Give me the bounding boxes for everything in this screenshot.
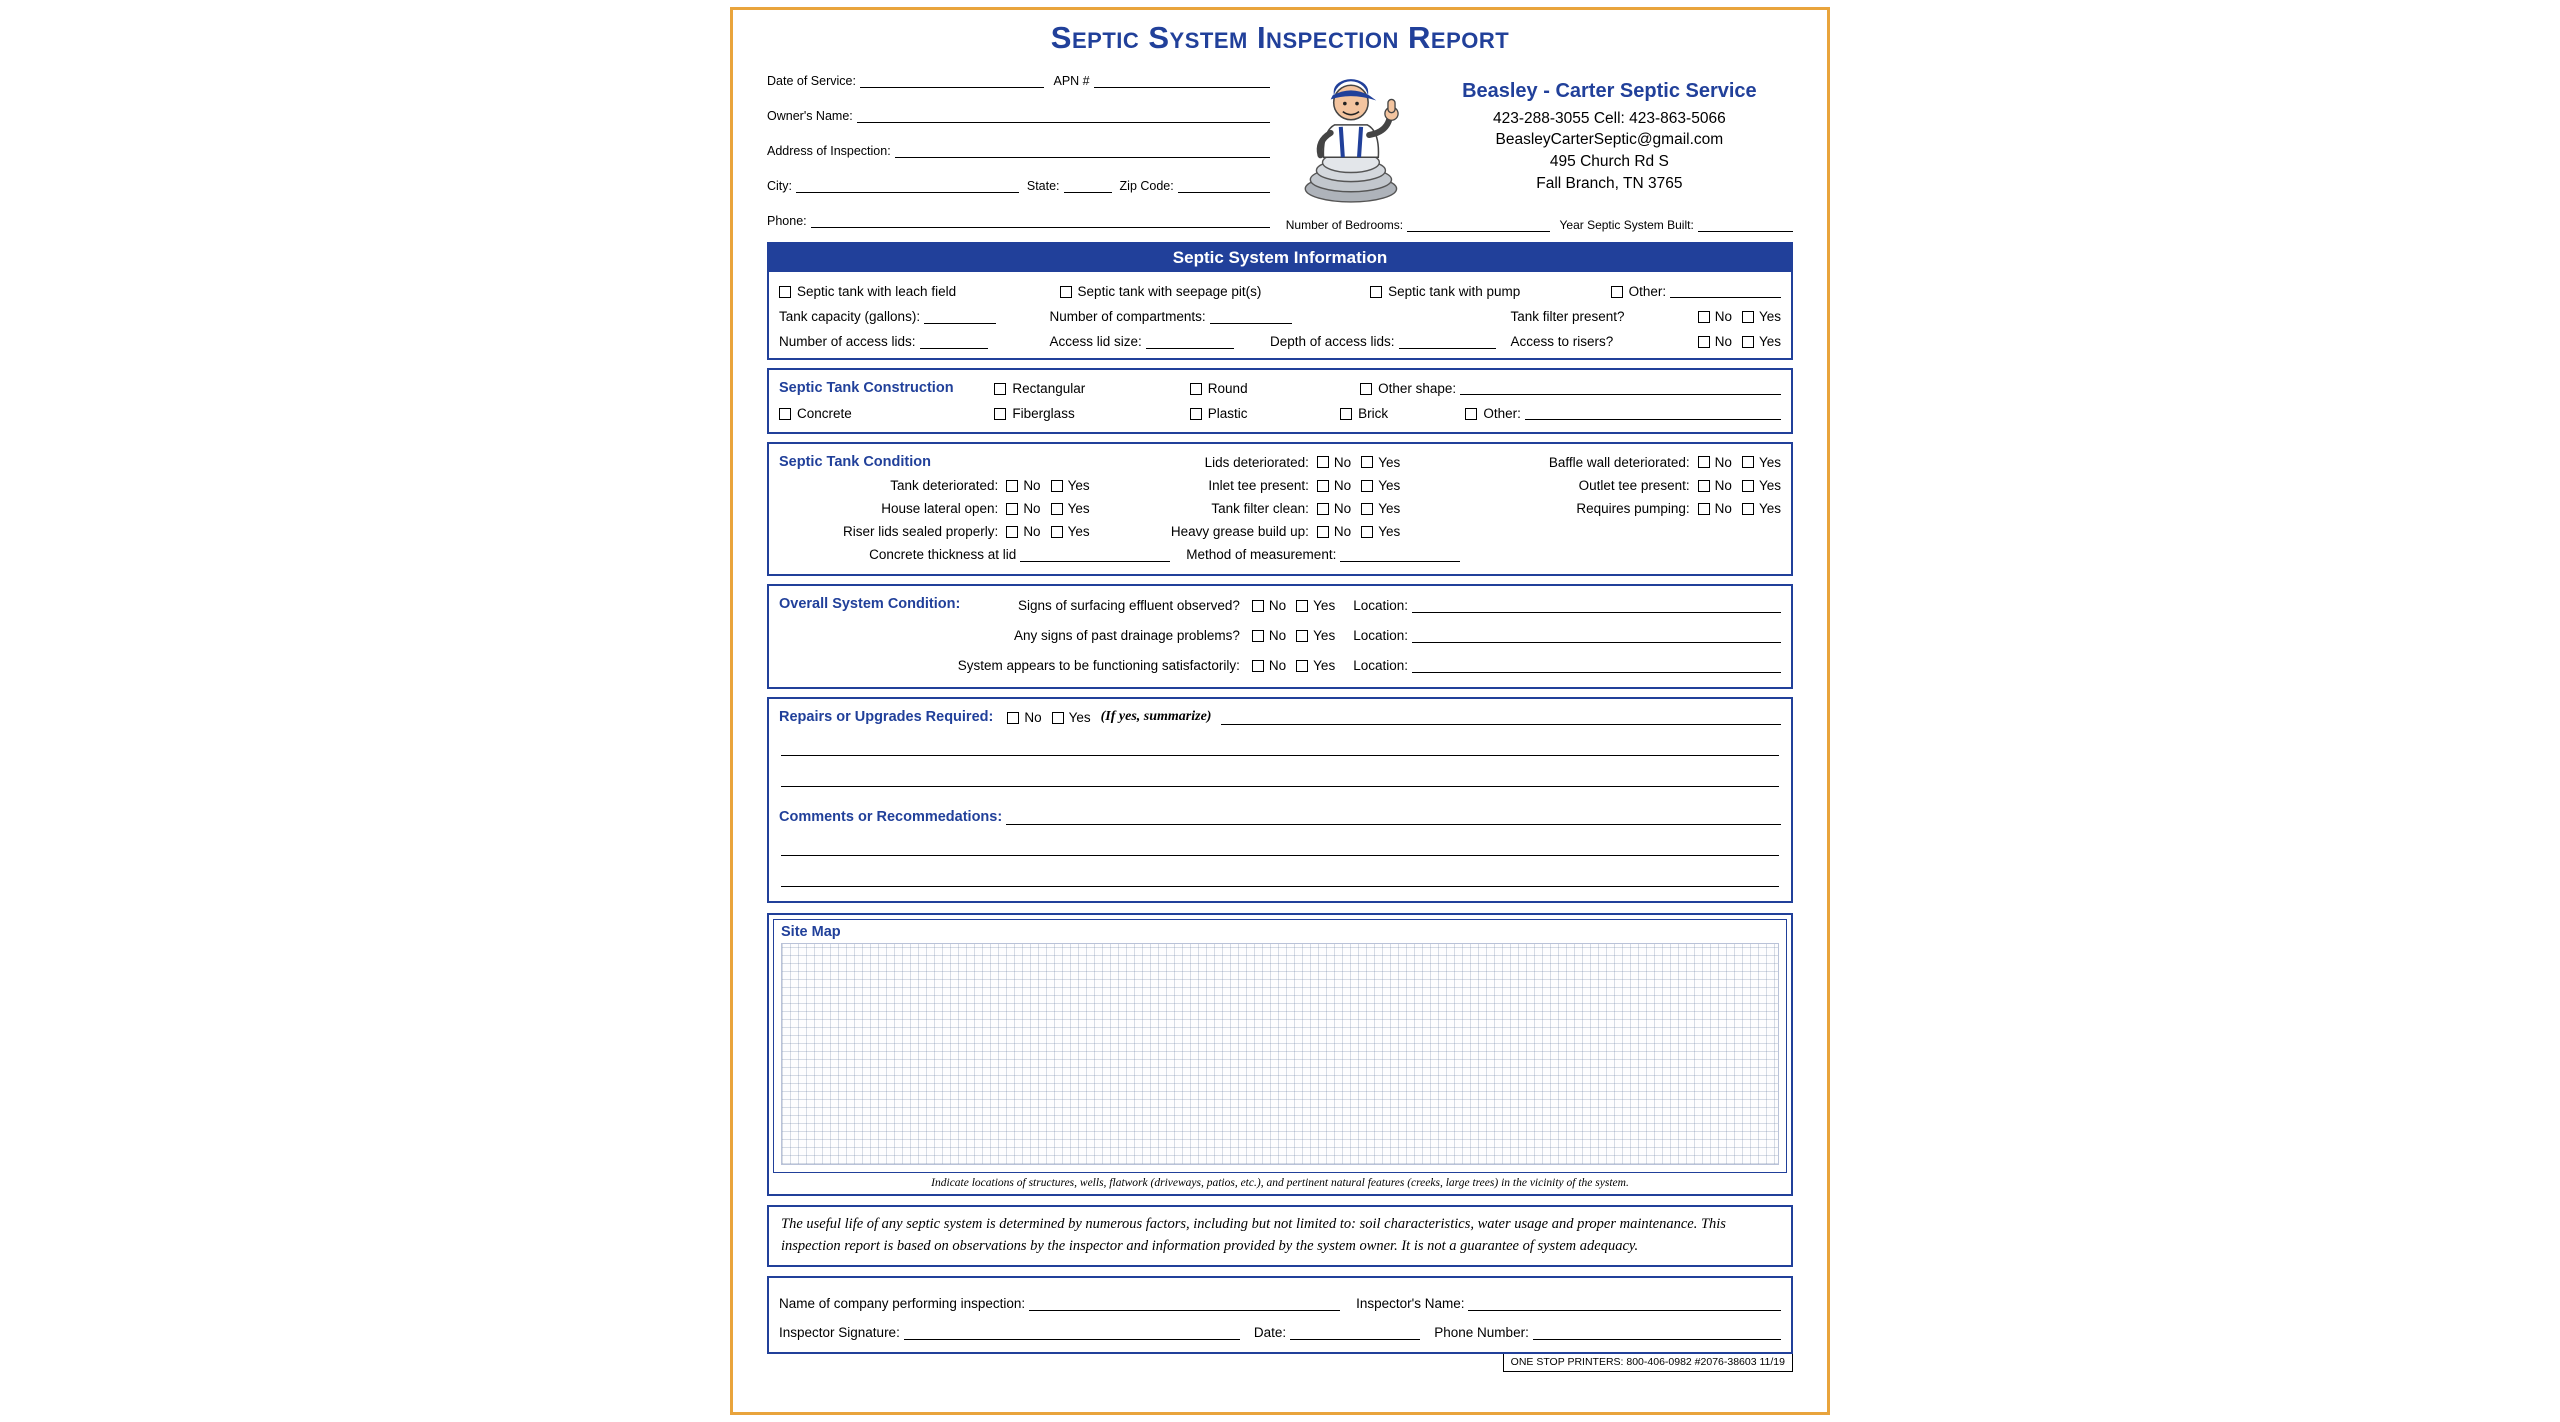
page-title: Septic System Inspection Report: [1050, 20, 1510, 55]
no-checkbox[interactable]: [1317, 526, 1329, 538]
tank-deteriorated-noyes[interactable]: [1006, 478, 1089, 493]
yes-checkbox[interactable]: [1742, 480, 1754, 492]
no-checkbox[interactable]: [1698, 336, 1710, 348]
option-rectangular[interactable]: Rectangular: [994, 381, 1189, 396]
option-fiberglass[interactable]: Fiberglass: [994, 406, 1189, 421]
drainage-problems-question: Any signs of past drainage problems?: [1014, 628, 1240, 643]
no-label: No: [1268, 598, 1287, 613]
no-label: No: [1333, 524, 1352, 539]
yes-label: Yes: [1378, 524, 1401, 539]
surfacing-effluent-noyes[interactable]: [1252, 598, 1335, 613]
yes-checkbox[interactable]: [1742, 336, 1754, 348]
company-block: [1286, 66, 1793, 234]
owner-name-label: Owner's Name:: [767, 109, 853, 123]
system-information-bar: Septic System Information: [769, 244, 1791, 272]
section-tank-construction: [767, 368, 1793, 434]
fiberglass-checkbox[interactable]: [994, 408, 1006, 420]
site-map-caption: Indicate locations of structures, wells, flatwork (driveways, patios, etc.), and pertinent natural features (creeks, large trees) in the vicinity of the system.: [931, 1177, 1629, 1189]
no-checkbox[interactable]: [1317, 456, 1329, 468]
bedrooms-line[interactable]: [1407, 219, 1549, 232]
no-checkbox[interactable]: [1006, 480, 1018, 492]
tank-construction-heading: Septic Tank Construction: [779, 380, 954, 396]
outlet-tee-noyes[interactable]: [1698, 478, 1781, 493]
no-checkbox[interactable]: [1698, 456, 1710, 468]
yes-label: Yes: [1378, 478, 1401, 493]
location-line-3[interactable]: [1412, 660, 1781, 673]
inspector-name-line[interactable]: [1468, 1298, 1781, 1311]
yes-label: Yes: [1378, 454, 1401, 470]
yes-label: Yes: [1758, 478, 1781, 493]
no-checkbox[interactable]: [1252, 630, 1264, 642]
repairs-heading: Repairs or Upgrades Required:: [779, 709, 994, 725]
functioning-satisfactorily-question: System appears to be functioning satisfactorily:: [957, 658, 1240, 673]
riser-lids-noyes[interactable]: [1006, 524, 1089, 539]
seepage-pit-checkbox[interactable]: [1060, 286, 1072, 298]
lid-depth-label: Depth of access lids:: [1269, 334, 1395, 349]
city-line[interactable]: [796, 180, 1019, 193]
no-label: No: [1268, 658, 1287, 673]
no-checkbox[interactable]: [1006, 526, 1018, 538]
yes-checkbox[interactable]: [1361, 503, 1373, 515]
material-other-checkbox[interactable]: [1465, 408, 1477, 420]
no-label: No: [1714, 501, 1732, 516]
repairs-summary-line-0[interactable]: [1221, 712, 1781, 725]
yes-label: Yes: [1758, 501, 1781, 516]
house-lateral-noyes[interactable]: [1006, 501, 1089, 516]
phone-label: Phone:: [767, 214, 807, 228]
no-checkbox[interactable]: [1317, 503, 1329, 515]
disclaimer-text: The useful life of any septic system is determined by numerous factors, including but not limited to: soil characteristics, water usage and proper maintenance. This inspection report is based on observations by the inspector and information provided by the system owner. It is not a guarantee of system adequacy.: [767, 1205, 1793, 1267]
inlet-tee-label: Inlet tee present:: [1208, 478, 1309, 493]
system-other-line[interactable]: [1670, 285, 1781, 298]
no-label: No: [1714, 454, 1732, 470]
no-label: No: [1714, 309, 1732, 324]
heavy-grease-noyes[interactable]: [1317, 524, 1400, 539]
yes-label: Yes: [1067, 501, 1090, 516]
apn-label: APN #: [1053, 74, 1090, 88]
other-shape-line[interactable]: [1460, 382, 1781, 395]
house-lateral-label: House lateral open:: [881, 501, 999, 516]
option-plastic[interactable]: Plastic: [1190, 406, 1340, 421]
concrete-thickness-line[interactable]: [1020, 549, 1170, 562]
no-label: No: [1023, 478, 1041, 493]
baffle-wall-noyes[interactable]: [1698, 455, 1781, 470]
tank-condition-heading: Septic Tank Condition: [779, 454, 931, 470]
location-line-1[interactable]: [1412, 600, 1781, 613]
yes-checkbox[interactable]: [1051, 526, 1063, 538]
leach-field-checkbox[interactable]: [779, 286, 791, 298]
yes-checkbox[interactable]: [1051, 503, 1063, 515]
repairs-summary-line-2[interactable]: [781, 756, 1779, 787]
yes-label: Yes: [1758, 334, 1781, 349]
no-checkbox[interactable]: [1252, 660, 1264, 672]
location-label-3: Location:: [1353, 658, 1408, 673]
owner-name-line[interactable]: [857, 110, 1270, 123]
company-city-state: Fall Branch, TN 3765: [1536, 174, 1683, 192]
address-label: Address of Inspection:: [767, 144, 891, 158]
access-risers-noyes[interactable]: [1698, 334, 1781, 349]
company-email: BeasleyCarterSeptic@gmail.com: [1495, 131, 1724, 149]
inspector-signature-line[interactable]: [904, 1327, 1240, 1340]
heavy-grease-label: Heavy grease build up:: [1170, 524, 1309, 539]
no-label: No: [1268, 628, 1287, 643]
no-checkbox[interactable]: [1317, 480, 1329, 492]
no-checkbox[interactable]: [1007, 712, 1019, 724]
no-checkbox[interactable]: [1698, 480, 1710, 492]
tank-capacity-label: Tank capacity (gallons):: [779, 309, 921, 324]
inspector-signature-label: Inspector Signature:: [779, 1324, 900, 1340]
phone-line[interactable]: [811, 215, 1270, 228]
rectangular-checkbox[interactable]: [994, 383, 1006, 395]
section-system-information: [767, 242, 1793, 360]
compartments-line[interactable]: [1210, 311, 1292, 324]
yes-label: Yes: [1067, 478, 1090, 493]
yes-checkbox[interactable]: [1361, 480, 1373, 492]
no-label: No: [1333, 501, 1352, 516]
no-checkbox[interactable]: [1698, 503, 1710, 515]
company-street: 495 Church Rd S: [1549, 153, 1669, 170]
no-label: No: [1714, 334, 1732, 349]
tank-deteriorated-label: Tank deteriorated:: [890, 478, 999, 493]
mascot-illustration: [1286, 66, 1426, 208]
no-label: No: [1333, 478, 1352, 493]
option-leach-field[interactable]: Septic tank with leach field: [779, 284, 1060, 299]
yes-checkbox[interactable]: [1361, 526, 1373, 538]
requires-pumping-noyes[interactable]: [1698, 501, 1781, 516]
yes-label: Yes: [1313, 598, 1336, 613]
yes-checkbox[interactable]: [1296, 660, 1308, 672]
option-tank-with-pump[interactable]: Septic tank with pump: [1370, 284, 1610, 299]
year-built-line[interactable]: [1698, 219, 1793, 232]
other-shape-checkbox[interactable]: [1360, 383, 1372, 395]
yes-label: Yes: [1313, 628, 1336, 643]
yes-label: Yes: [1067, 524, 1090, 539]
inspection-form-page: [730, 7, 1830, 1415]
year-built-label: Year Septic System Built:: [1559, 218, 1694, 232]
no-checkbox[interactable]: [1006, 503, 1018, 515]
lid-size-line[interactable]: [1146, 336, 1234, 349]
no-checkbox[interactable]: [1698, 311, 1710, 323]
option-other-shape[interactable]: Other shape:: [1360, 381, 1781, 396]
apn-line[interactable]: [1094, 75, 1270, 88]
method-of-measurement-line[interactable]: [1340, 549, 1460, 562]
functioning-satisfactorily-noyes[interactable]: [1252, 658, 1335, 673]
company-performing-label: Name of company performing inspection:: [779, 1295, 1026, 1311]
compartments-label: Number of compartments:: [1049, 309, 1206, 324]
tank-capacity-line[interactable]: [924, 311, 996, 324]
no-label: No: [1023, 501, 1041, 516]
baffle-wall-label: Baffle wall deteriorated:: [1548, 454, 1690, 470]
plastic-checkbox[interactable]: [1190, 408, 1202, 420]
state-line[interactable]: [1064, 180, 1112, 193]
comments-line-0[interactable]: [1006, 812, 1781, 825]
section-overall-condition: [767, 584, 1793, 689]
yes-checkbox[interactable]: [1051, 480, 1063, 492]
option-material-other[interactable]: Other:: [1465, 406, 1781, 421]
date-of-service-label: Date of Service:: [767, 74, 856, 88]
bedrooms-label: Number of Bedrooms:: [1285, 218, 1404, 232]
access-lids-line[interactable]: [920, 336, 988, 349]
yes-label: Yes: [1758, 309, 1781, 324]
option-system-other[interactable]: Other:: [1611, 284, 1781, 299]
yes-checkbox[interactable]: [1742, 456, 1754, 468]
yes-label: Yes: [1378, 501, 1401, 516]
yes-label: Yes: [1313, 658, 1336, 673]
tank-filter-present-noyes[interactable]: [1698, 309, 1781, 324]
date-line[interactable]: [1290, 1327, 1420, 1340]
lid-depth-line[interactable]: [1399, 336, 1497, 349]
lids-deteriorated-label: Lids deteriorated:: [1204, 454, 1309, 470]
comments-line-1[interactable]: [781, 825, 1779, 856]
brick-checkbox[interactable]: [1340, 408, 1352, 420]
state-label: State:: [1026, 179, 1060, 193]
location-line-2[interactable]: [1412, 630, 1781, 643]
company-performing-line[interactable]: [1029, 1298, 1340, 1311]
option-brick[interactable]: Brick: [1340, 406, 1465, 421]
section-tank-condition: [767, 442, 1793, 576]
repairs-summary-line-1[interactable]: [781, 725, 1779, 756]
section-repairs-comments: [767, 697, 1793, 903]
yes-label: Yes: [1068, 710, 1091, 725]
site-map-grid[interactable]: [781, 943, 1779, 1165]
comments-heading: Comments or Recommedations:: [779, 809, 1003, 825]
yes-checkbox[interactable]: [1742, 311, 1754, 323]
section-signature: [767, 1276, 1793, 1354]
yes-checkbox[interactable]: [1361, 456, 1373, 468]
city-label: City:: [767, 179, 792, 193]
inlet-tee-noyes[interactable]: [1317, 478, 1400, 493]
requires-pumping-label: Requires pumping:: [1576, 501, 1690, 516]
drainage-problems-noyes[interactable]: [1252, 628, 1335, 643]
yes-checkbox[interactable]: [1052, 712, 1064, 724]
zip-line[interactable]: [1178, 180, 1270, 193]
address-line[interactable]: [895, 145, 1270, 158]
no-label: No: [1333, 454, 1352, 470]
yes-checkbox[interactable]: [1296, 630, 1308, 642]
concrete-checkbox[interactable]: [779, 408, 791, 420]
riser-lids-label: Riser lids sealed properly:: [842, 524, 999, 539]
option-concrete[interactable]: Concrete: [779, 406, 994, 421]
tank-with-pump-checkbox[interactable]: [1370, 286, 1382, 298]
print-credit: ONE STOP PRINTERS: 800-406-0982 #2076-38603 11/19: [1503, 1354, 1793, 1372]
no-label: No: [1714, 478, 1732, 493]
no-label: No: [1024, 710, 1042, 725]
yes-checkbox[interactable]: [1296, 600, 1308, 612]
date-label: Date:: [1253, 1324, 1287, 1340]
method-of-measurement-label: Method of measurement:: [1186, 547, 1337, 562]
date-of-service-line[interactable]: [860, 75, 1044, 88]
inspector-name-label: Inspector's Name:: [1356, 1295, 1465, 1311]
phone-number-line[interactable]: [1533, 1327, 1781, 1340]
overall-condition-heading: Overall System Condition:: [779, 596, 961, 612]
no-label: No: [1023, 524, 1041, 539]
location-label-2: Location:: [1353, 628, 1408, 643]
lid-size-label: Access lid size:: [1049, 334, 1142, 349]
option-round[interactable]: Round: [1190, 381, 1360, 396]
zip-label: Zip Code:: [1119, 179, 1174, 193]
summarize-note: (If yes, summarize): [1100, 709, 1212, 724]
section-site-map: [767, 913, 1793, 1196]
access-risers-label: Access to risers?: [1510, 334, 1614, 349]
yes-label: Yes: [1758, 454, 1781, 470]
company-name: Beasley - Carter Septic Service: [1462, 79, 1757, 102]
form-header: [767, 66, 1793, 234]
lids-deteriorated-noyes[interactable]: [1317, 455, 1400, 470]
no-checkbox[interactable]: [1252, 600, 1264, 612]
yes-checkbox[interactable]: [1742, 503, 1754, 515]
owner-info-fields: [767, 66, 1270, 234]
tank-filter-present-label: Tank filter present?: [1510, 309, 1625, 324]
option-seepage-pit[interactable]: Septic tank with seepage pit(s): [1060, 284, 1371, 299]
system-other-checkbox[interactable]: [1611, 286, 1623, 298]
site-map-heading: Site Map: [781, 924, 841, 940]
company-phones: 423-288-3055 Cell: 423-863-5066: [1493, 109, 1726, 127]
access-lids-label: Number of access lids:: [779, 334, 916, 349]
footer: [767, 1354, 1793, 1372]
comments-line-2[interactable]: [781, 856, 1779, 887]
material-other-line[interactable]: [1525, 407, 1781, 420]
site-map-frame: [773, 919, 1787, 1173]
outlet-tee-label: Outlet tee present:: [1578, 478, 1690, 493]
location-label-1: Location:: [1353, 598, 1408, 613]
round-checkbox[interactable]: [1190, 383, 1202, 395]
tank-filter-clean-noyes[interactable]: [1317, 501, 1400, 516]
concrete-thickness-label: Concrete thickness at lid: [869, 547, 1017, 562]
phone-number-label: Phone Number:: [1434, 1324, 1529, 1340]
surfacing-effluent-question: Signs of surfacing effluent observed?: [1018, 598, 1240, 613]
tank-filter-clean-label: Tank filter clean:: [1211, 501, 1309, 516]
repairs-noyes[interactable]: [1007, 710, 1090, 725]
